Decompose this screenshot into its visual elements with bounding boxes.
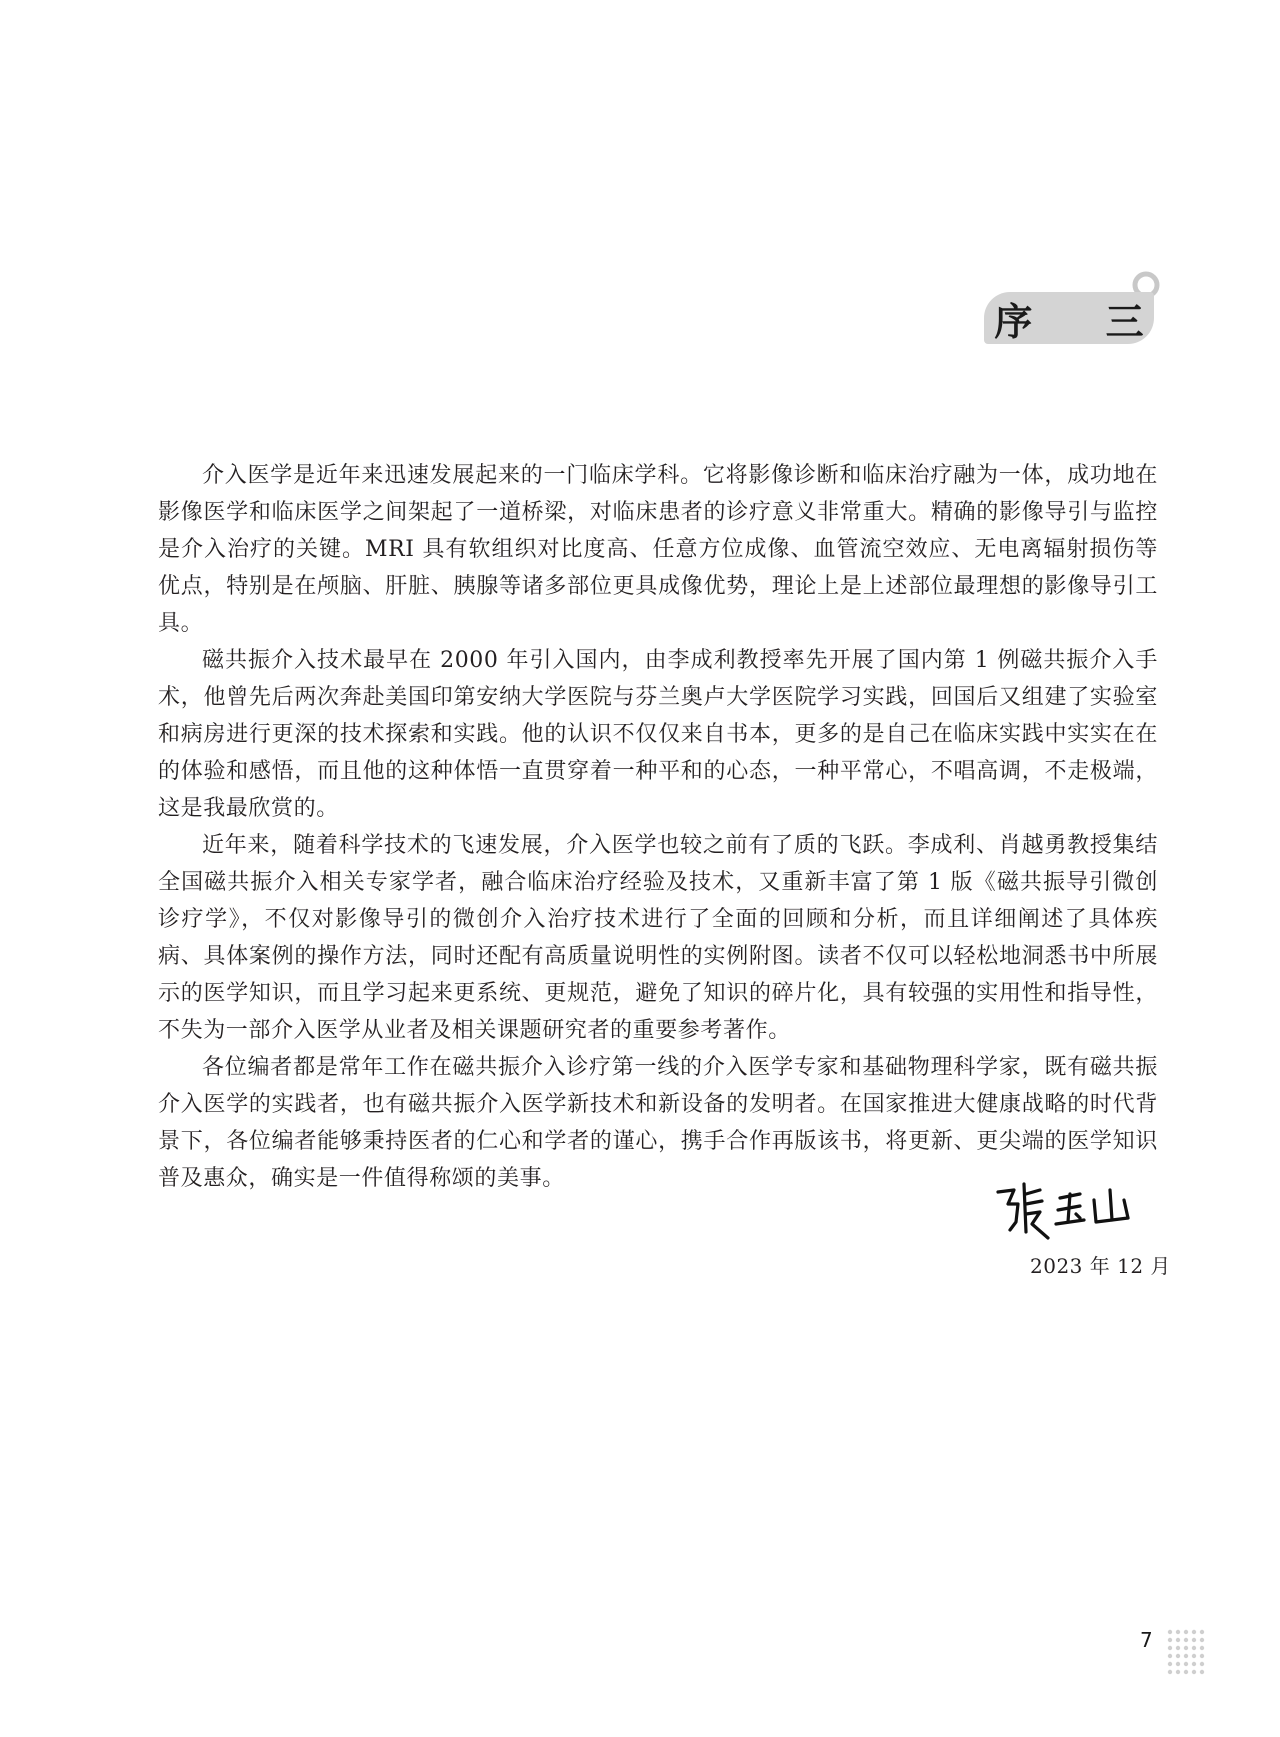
section-title: 序 三 (994, 299, 1174, 344)
paragraph: 各位编者都是常年工作在磁共振介入诊疗第一线的介入医学专家和基础物理科学家，既有磁共振介入医学的实践者，也有磁共振介入医学新技术和新设备的发明者。在国家推进大健康战略的时代背景下，各位编者能够秉持医者的仁心和学者的谨心，携手合作再版该书，将更新、更尖端的医学知识普及惠众，确实是一件值得称颂的美事。 (158, 1055, 1158, 1191)
preface-body (158, 457, 1158, 1197)
paragraph: 介入医学是近年来迅速发展起来的一门临床学科。它将影像诊断和临床治疗融为一体，成功地在影像医学和临床医学之间架起了一道桥梁，对临床患者的诊疗意义非常重大。精确的影像导引与监控是介入治疗的关键。MRI 具有软组织对比度高、任意方位成像、血管流空效应、无电离辐射损伤等优点，特别是在颅脑、肝脏、胰腺等诸多部位更具成像优势，理论上是上述部位最理想的影像导引工具。 (158, 463, 1158, 636)
paragraph: 近年来，随着科学技术的飞速发展，介入医学也较之前有了质的飞跃。李成利、肖越勇教授集结全国磁共振介入相关专家学者，融合临床治疗经验及技术，又重新丰富了第 1 版《磁共振导引微创诊疗学》，不仅对影像导引的微创介入治疗技术进行了全面的回顾和分析，而且详细阐述了具体疾病、具体案例的操作方法，同时还配有高质量说明性的实例附图。读者不仅可以轻松地洞悉书中所展示的医学知识，而且学习起来更系统、更规范，避免了知识的碎片化，具有较强的实用性和指导性，不失为一部介入医学从业者及相关课题研究者的重要参考著作。 (158, 833, 1158, 1043)
paragraph: 磁共振介入技术最早在 2000 年引入国内，由李成利教授率先开展了国内第 1 例磁共振介入手术，他曾先后两次奔赴美国印第安纳大学医院与芬兰奥卢大学医院学习实践，回国后又组建了实验室和病房进行更深的技术探索和实践。他的认识不仅仅来自书本，更多的是自己在临床实践中实实在在的体验和感悟，而且他的这种体悟一直贯穿着一种平和的心态，一种平常心，不唱高调，不走极端，这是我最欣赏的。 (158, 648, 1158, 821)
section-title-tab (984, 292, 1174, 344)
decorative-dot-grid-icon (1166, 1628, 1206, 1680)
handwritten-signature (990, 1170, 1140, 1250)
page-number: 7 (1140, 1628, 1153, 1652)
date: 2023 年 12 月 (1030, 1254, 1171, 1278)
